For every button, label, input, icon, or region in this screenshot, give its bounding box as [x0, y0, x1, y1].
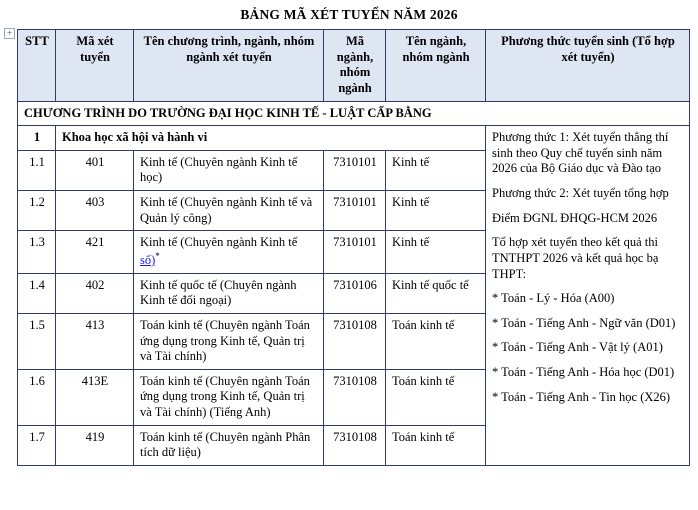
row-program-name-prefix: Kinh tế (Chuyên ngành Kinh tế [140, 235, 298, 250]
row-stt: 1.2 [18, 191, 56, 231]
row-admission-code: 401 [56, 150, 134, 190]
method-paragraph-3: Điểm ĐGNL ĐHQG-HCM 2026 [492, 210, 658, 225]
method-combo-d01-van: * Toán - Tiếng Anh - Ngữ văn (D01) [492, 315, 676, 330]
row-program-name: Kinh tế (Chuyên ngành Kinh tế và Quản lý công) [134, 191, 324, 231]
row-admission-code: 421 [56, 231, 134, 273]
row-major-code: 7310106 [324, 273, 386, 313]
row-admission-code: 402 [56, 273, 134, 313]
column-header-admission-code: Mã xét tuyển [56, 30, 134, 102]
row-major-name: Kinh tế quốc tế [386, 273, 486, 313]
row-stt: 1.6 [18, 369, 56, 425]
column-header-stt: STT [18, 30, 56, 102]
admission-method-cell [486, 126, 690, 466]
group-row [18, 126, 690, 151]
admission-code-table [17, 29, 690, 466]
row-program-name: Kinh tế (Chuyên ngành Kinh tế học) [134, 150, 324, 190]
row-major-code: 7310101 [324, 150, 386, 190]
row-major-name: Kinh tế [386, 231, 486, 273]
row-program-name: Toán kinh tế (Chuyên ngành Phân tích dữ liệu) [134, 425, 324, 465]
page-title: BẢNG MÃ XÉT TUYỂN NĂM 2026 [240, 7, 458, 22]
group-name: Khoa học xã hội và hành vi [56, 126, 486, 151]
row-stt: 1.4 [18, 273, 56, 313]
group-number: 1 [18, 126, 56, 151]
method-combo-a01: * Toán - Tiếng Anh - Vật lý (A01) [492, 340, 663, 355]
method-paragraph-1: Phương thức 1: Xét tuyển thẳng thí sinh theo Quy chế tuyển sinh năm 2026 của Bộ Giáo dục và Đào tạo [492, 130, 669, 176]
row-major-code: 7310101 [324, 191, 386, 231]
section-title: CHƯƠNG TRÌNH DO TRƯỜNG ĐẠI HỌC KINH TẾ - LUẬT CẤP BẰNG [18, 101, 690, 126]
row-stt: 1.5 [18, 313, 56, 369]
method-combo-x26: * Toán - Tiếng Anh - Tin học (X26) [492, 389, 671, 404]
row-major-code: 7310108 [324, 425, 386, 465]
row-program-name: Kinh tế quốc tế (Chuyên ngành Kinh tế đối ngoại) [134, 273, 324, 313]
row-program-name: Toán kinh tế (Chuyên ngành Toán ứng dụng trong Kinh tế, Quản trị và Tài chính) (Tiếng Anh) [134, 369, 324, 425]
row-major-name: Toán kinh tế [386, 425, 486, 465]
table-corner-handle[interactable]: + [4, 28, 15, 39]
row-admission-code: 419 [56, 425, 134, 465]
row-stt: 1.7 [18, 425, 56, 465]
column-header-program-name: Tên chương trình, ngành, nhóm ngành xét tuyển [134, 30, 324, 102]
row-stt: 1.3 [18, 231, 56, 273]
program-name-link[interactable]: số) [140, 253, 156, 268]
row-stt: 1.1 [18, 150, 56, 190]
method-paragraph-4: Tổ hợp xét tuyển theo kết quả thi TNTHPT 2026 và kết quả học bạ THPT: [492, 235, 659, 281]
method-paragraph-2: Phương thức 2: Xét tuyển tổng hợp [492, 186, 669, 200]
column-header-major-name: Tên ngành, nhóm ngành [386, 30, 486, 102]
column-header-method: Phương thức tuyển sinh (Tổ hợp xét tuyển) [486, 30, 690, 102]
method-combo-a00: * Toán - Lý - Hóa (A00) [492, 291, 615, 306]
row-admission-code: 413 [56, 313, 134, 369]
row-program-name: Toán kinh tế (Chuyên ngành Toán ứng dụng trong Kinh tế, Quản trị và Tài chính) [134, 313, 324, 369]
row-major-name: Kinh tế [386, 191, 486, 231]
column-header-major-code: Mã ngành, nhóm ngành [324, 30, 386, 102]
row-admission-code: 403 [56, 191, 134, 231]
row-major-name: Toán kinh tế [386, 369, 486, 425]
row-program-name [134, 231, 324, 273]
row-major-code: 7310108 [324, 313, 386, 369]
section-title-row [18, 101, 690, 126]
program-name-footnote-marker: * [155, 250, 160, 261]
row-admission-code: 413E [56, 369, 134, 425]
row-major-name: Kinh tế [386, 150, 486, 190]
method-combo-d01-hoa: * Toán - Tiếng Anh - Hóa học (D01) [492, 365, 675, 379]
row-major-code: 7310108 [324, 369, 386, 425]
row-major-name: Toán kinh tế [386, 313, 486, 369]
row-major-code: 7310101 [324, 231, 386, 273]
table-header-row [18, 30, 690, 102]
